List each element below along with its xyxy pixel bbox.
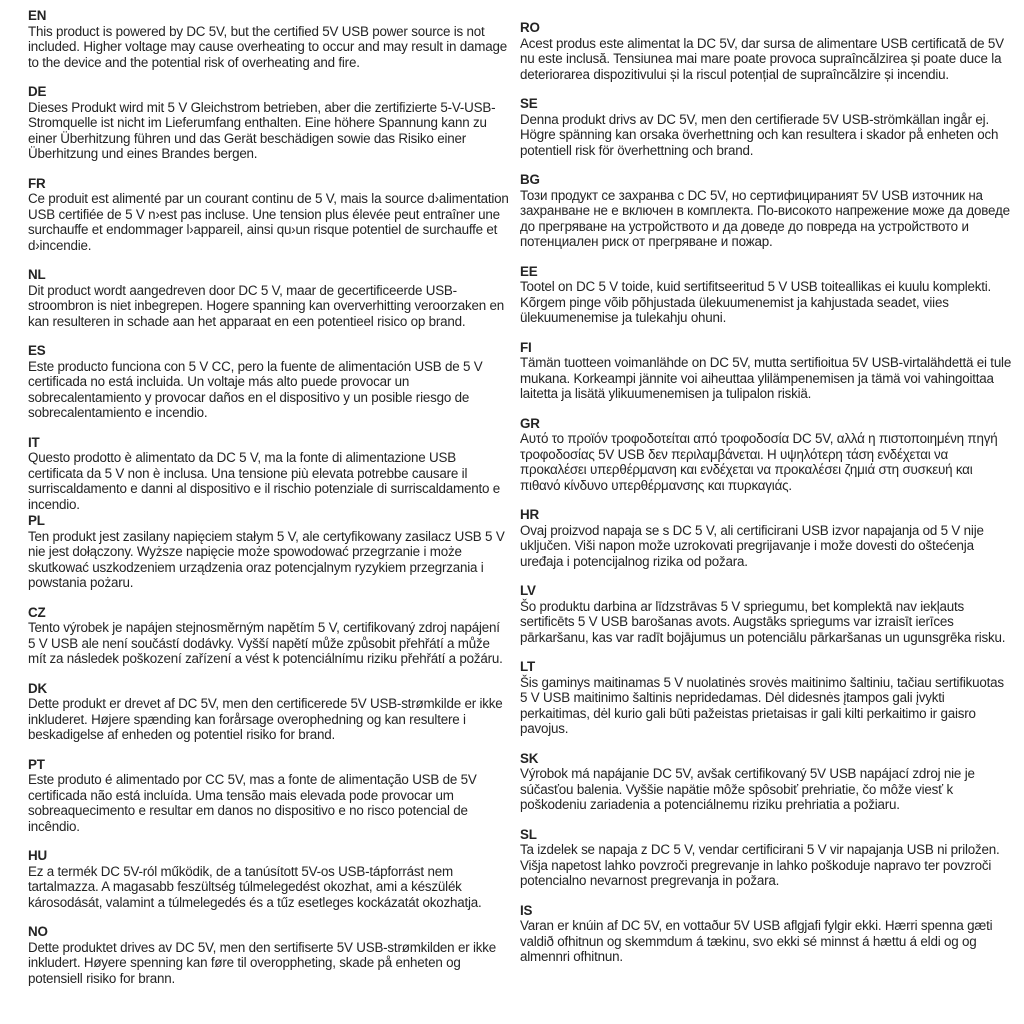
lang-code-sl: SL bbox=[520, 826, 537, 842]
lang-text-lv: Šo produktu darbina ar līdzstrāvas 5 V spriegumu, bet komplektā nav iekļauts sertificēts 5 V USB barošanas avots. Augstāks spriegums var izraisīt ierīces pārkaršanu, kas var radīt bojājumus un potenciālu pārkaršanas un ugunsgrēka risku. bbox=[520, 598, 1006, 645]
section-es bbox=[28, 343, 510, 421]
lang-text-fr: Ce produit est alimenté par un courant continu de 5 V, mais la source d›alimentation USB certifiée de 5 V n›est pas incluse. Une tension plus élevée peut entraîner une surchauffe et endommager l›appareil, ainsi qu›un risque potentiel de surchauffe et d›incendie. bbox=[28, 191, 509, 253]
section-se bbox=[520, 96, 1014, 158]
right-column bbox=[520, 20, 1014, 1000]
lang-code-hu: HU bbox=[28, 848, 47, 863]
section-dk bbox=[28, 681, 510, 743]
section-is bbox=[520, 903, 1014, 965]
lang-code-lt: LT bbox=[520, 659, 535, 674]
lang-code-en: EN bbox=[28, 8, 47, 23]
lang-code-gr: GR bbox=[520, 415, 540, 431]
lang-text-no: Dette produktet drives av DC 5V, men den sertifiserte 5V USB-strømkilden er ikke inkludert. Høyere spenning kan føre til overoppheting, skade på enheten og potensiell risiko for brann. bbox=[28, 939, 496, 986]
lang-code-bg: BG bbox=[520, 172, 540, 187]
lang-text-sl: Ta izdelek se napaja z DC 5 V, vendar certificirani 5 V vir napajanja USB ni priložen. Višja napetost lahko povzroči pregrevanje in lahko poškoduje napravo ter povzroči potencialno nevarnost pregrevanja in požara. bbox=[520, 842, 1000, 888]
lang-code-pl: PL bbox=[28, 513, 45, 528]
lang-code-se: SE bbox=[520, 96, 538, 111]
section-fi bbox=[520, 340, 1014, 402]
lang-code-lv: LV bbox=[520, 583, 536, 598]
section-en bbox=[28, 8, 510, 70]
section-pt bbox=[28, 757, 510, 835]
lang-text-sk: Výrobok má napájanie DC 5V, avšak certifikovaný 5V USB napájací zdroj nie je súčasťou balenia. Vyššie napätie môže spôsobiť prehriatie, čo môže viesť k poškodeniu zariadenia a potenciálnemu riziku prehriatia a požiaru. bbox=[520, 766, 975, 812]
section-de bbox=[28, 84, 510, 162]
lang-code-no: NO bbox=[28, 924, 48, 939]
lang-code-is: IS bbox=[520, 902, 533, 918]
section-no bbox=[28, 924, 510, 986]
lang-text-pl: Ten produkt jest zasilany napięciem stałym 5 V, ale certyfikowany zasilacz USB 5 V nie jest dołączony. Wyższe napięcie może spowodować przegrzanie i może skutkować uszkodzeniem urządzenia oraz potencjalnym ryzykiem przegrzania i powstania pożaru. bbox=[28, 528, 505, 590]
lang-code-dk: DK bbox=[28, 680, 47, 696]
section-ro bbox=[520, 20, 1014, 82]
lang-text-ee: Tootel on DC 5 V toide, kuid sertifitseeritud 5 V USB toiteallikas ei kuulu komplekti. Kõrgem pinge võib põhjustada ülekuumenemist ja kahjustada seadet, viies ülekuumenemise ja tulekahju ohuni. bbox=[520, 279, 992, 325]
lang-code-fi: FI bbox=[520, 339, 532, 355]
lang-text-gr: Αυτό το προϊόν τροφοδοτείται από τροφοδοσία DC 5V, αλλά η πιστοποιημένη πηγή τροφοδοσίας 5V USB δεν περιλαμβάνεται. Η υψηλότερη τάση ενδέχεται να προκαλέσει υπερθέρμανση και ενδέχεται να προκαλέσει ζημιά στη συσκευή και πιθανό κίνδυνο υπερθέρμανσης και πυρκαγιάς. bbox=[520, 431, 998, 493]
section-hu bbox=[28, 848, 510, 910]
lang-code-it: IT bbox=[28, 434, 40, 450]
lang-code-sk: SK bbox=[520, 750, 539, 766]
lang-text-ro: Acest produs este alimentat la DC 5V, dar sursa de alimentare USB certificată de 5V nu este inclusă. Tensiunea mai mare poate provoca supraîncălzirea și poate duce la deteriorarea dispozitivului și la riscul potențial de supraîncălzire și incendiu. bbox=[520, 35, 1004, 82]
lang-text-fi: Tämän tuotteen voimanlähde on DC 5V, mutta sertifioitua 5V USB-virtalähdettä ei tule mukana. Korkeampi jännite voi aiheuttaa ylilämpenemisen ja tämä voi vahingoittaa laitetta ja lisätä ylikuumenemisen ja tulipalon riskiä. bbox=[520, 355, 1012, 401]
section-fr bbox=[28, 176, 510, 254]
lang-text-hu: Ez a termék DC 5V-ról működik, de a tanúsított 5V-os USB-tápforrást nem tartalmazza. A magasabb feszültség túlmelegedést okozhat, ami a készülék károsodását, valamint a túlmelegedés és a tűz esetleges kockázatát okozhatja. bbox=[28, 863, 482, 910]
lang-text-cz: Tento výrobek je napájen stejnosměrným napětím 5 V, certifikovaný zdroj napájení 5 V USB ale není součástí dodávky. Vyšší napětí může způsobit přehřátí a může mít za následek poškození zařízení a vést k potenciálnímu riziku přehřátí a požáru. bbox=[28, 620, 503, 666]
section-it bbox=[28, 435, 510, 513]
lang-code-fr: FR bbox=[28, 175, 46, 191]
lang-text-se: Denna produkt drivs av DC 5V, men den certifierade 5V USB-strömkällan ingår ej. Högre spänning kan orsaka överhettning och kan resultera i skador på enheten och potentiell risk för överhettning och brand. bbox=[520, 111, 999, 158]
lang-code-ro: RO bbox=[520, 20, 540, 35]
section-lv bbox=[520, 583, 1014, 645]
lang-text-nl: Dit product wordt aangedreven door DC 5 V, maar de gecertificeerde USB-stroombron is niet inbegrepen. Hogere spanning kan oververhitting veroorzaken en kan resulteren in schade aan het apparaat en een potentieel risico op brand. bbox=[28, 282, 505, 329]
section-hr bbox=[520, 507, 1014, 569]
lang-text-es: Este producto funciona con 5 V CC, pero la fuente de alimentación USB de 5 V certificada no está incluida. Un voltaje más alto puede provocar un sobrecalentamiento y provocar daños en el dispositivo y un posible riesgo de sobrecalentamiento e incendio. bbox=[28, 358, 483, 420]
left-column bbox=[28, 8, 510, 1000]
lang-text-bg: Този продукт се захранва с DC 5V, но сертифицираният 5V USB източник на захранване не е включен в комплекта. По-високото напрежение може да доведе до прегряване на устройството и да доведе до повреда на устройството и потенциален риск от прегряване и пожар. bbox=[520, 187, 1010, 249]
section-pl bbox=[28, 513, 510, 591]
section-lt bbox=[520, 659, 1014, 737]
lang-text-is: Varan er knúin af DC 5V, en vottaður 5V USB aflgjafi fylgir ekki. Hærri spenna gæti valdið ofhitnun og skemmdum á tækinu, svo ekki sé minnst á hættu á eldi og og almennri ofhitnun. bbox=[520, 918, 993, 964]
section-sl bbox=[520, 827, 1014, 889]
lang-text-it: Questo prodotto è alimentato da DC 5 V, ma la fonte di alimentazione USB certificata da 5 V non è inclusa. Una tensione più elevata potrebbe causare il surriscaldamento e danni al dispositivo e il rischio potenziale di surriscaldamento e incendio. bbox=[28, 450, 501, 512]
lang-text-dk: Dette produkt er drevet af DC 5V, men den certificerede 5V USB-strømkilde er ikke inkluderet. Højere spænding kan forårsage overophedning og kan resultere i beskadigelse af enheden og potentiel risiko for brand. bbox=[28, 696, 503, 742]
lang-code-es: ES bbox=[28, 343, 46, 358]
lang-code-ee: EE bbox=[520, 263, 538, 279]
section-gr bbox=[520, 416, 1014, 494]
lang-text-en: This product is powered by DC 5V, but the certified 5V USB power source is not included. Higher voltage may cause overheating to occur and may result in damage to the device and the potential risk of overheating and fire. bbox=[28, 23, 507, 70]
section-cz bbox=[28, 605, 510, 667]
lang-text-pt: Este produto é alimentado por CC 5V, mas a fonte de alimentação USB de 5V certificada não está incluída. Uma tensão mais elevada pode provocar um sobreaquecimento e resultar em danos no dispositivo e no risco potencial de incêndio. bbox=[28, 772, 477, 834]
section-nl bbox=[28, 267, 510, 329]
lang-text-lt: Šis gaminys maitinamas 5 V nuolatinės srovės maitinimo šaltiniu, tačiau sertifikuotas 5 V USB maitinimo šaltinis nepridedamas. Dėl didesnės įtampos gali įvykti perkaitimas, dėl kurio gali būti pažeistas prietaisas ir gali kilti perkaitimo ir gaisro pavojus. bbox=[520, 674, 1004, 736]
lang-code-hr: HR bbox=[520, 507, 539, 522]
section-bg bbox=[520, 172, 1014, 250]
lang-code-cz: CZ bbox=[28, 604, 46, 620]
section-ee bbox=[520, 264, 1014, 326]
lang-code-pt: PT bbox=[28, 756, 45, 772]
lang-text-hr: Ovaj proizvod napaja se s DC 5 V, ali certificirani USB izvor napajanja od 5 V nije uključen. Viši napon može uzrokovati pregrijavanje i može dovesti do oštećenja uređaja i potencijalnog rizika od požara. bbox=[520, 522, 984, 569]
lang-code-nl: NL bbox=[28, 267, 46, 282]
lang-text-de: Dieses Produkt wird mit 5 V Gleichstrom betrieben, aber die zertifizierte 5-V-USB-Stromquelle ist nicht im Lieferumfang enthalten. Eine höhere Spannung kann zu einer Überhitzung führen und das Gerät beschädigen sowie das Risiko einer Überhitzung und eines Brandes bergen. bbox=[28, 99, 496, 161]
section-sk bbox=[520, 751, 1014, 813]
lang-code-de: DE bbox=[28, 84, 47, 99]
